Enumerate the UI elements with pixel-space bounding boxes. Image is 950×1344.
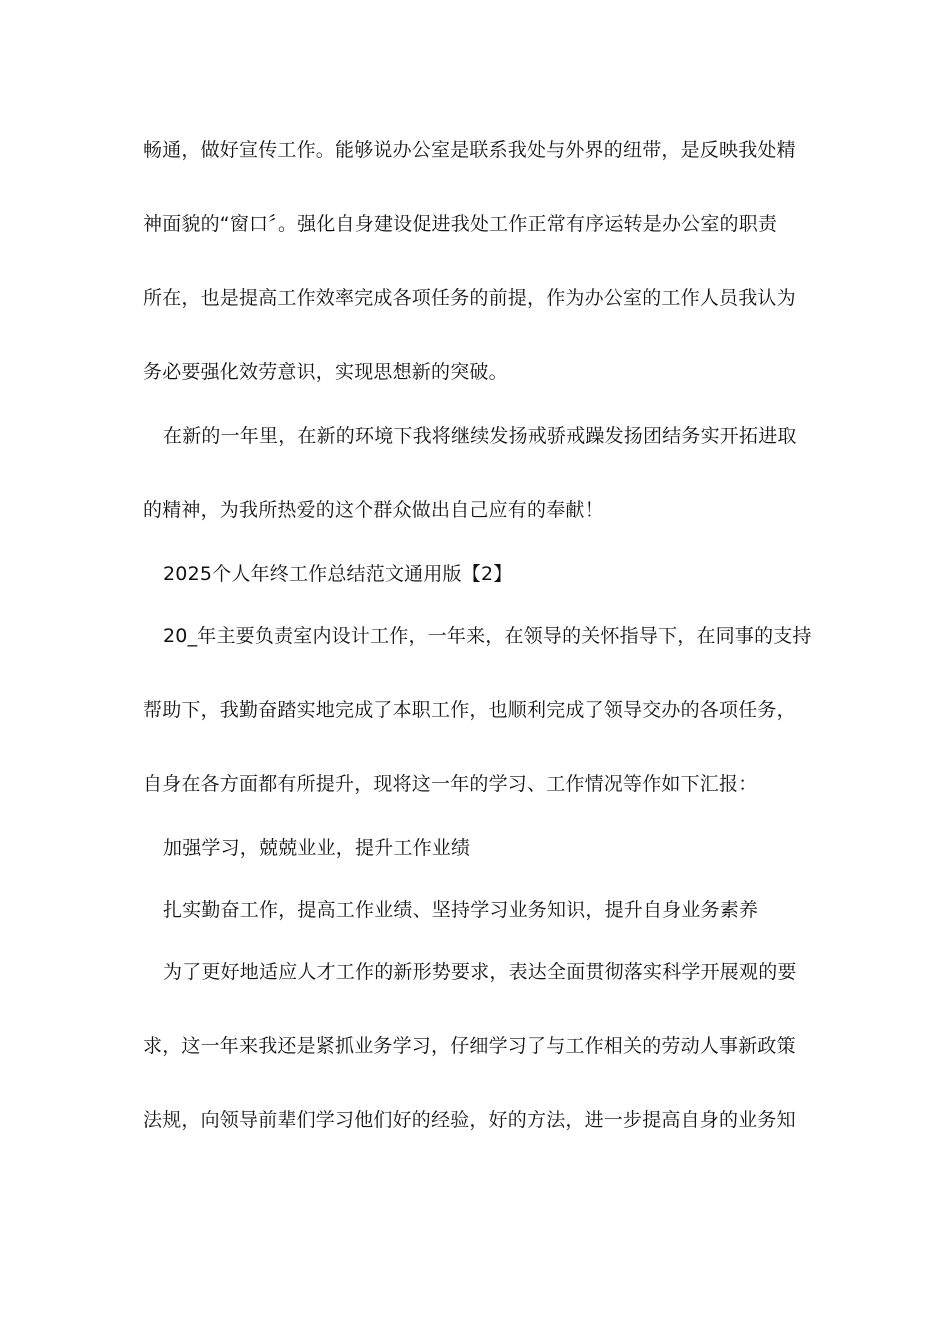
subheading-line-11: 加强学习，兢兢业业，提升工作业绩	[163, 837, 471, 859]
text-line-15: 法规，向领导前辈们学习他们好的经验，好的方法，进一步提高自身的业务知	[143, 1109, 796, 1131]
text-line-2: 神面貌的“窗口〞。强化自身建设促进我处工作正常有序运转是办公室的职责	[143, 213, 778, 235]
text-line-3: 所在，也是提高工作效率完成各项任务的前提，作为办公室的工作人员我认为	[143, 287, 796, 309]
text-line-4: 务必要强化效劳意识，实现思想新的突破。	[143, 361, 508, 383]
text-line-10: 自身在各方面都有所提升，现将这一年的学习、工作情况等作如下汇报：	[143, 773, 758, 795]
text-line-14: 求，这一年来我还是紧抓业务学习，仔细学习了与工作相关的劳动人事新政策	[143, 1035, 796, 1057]
text-line-6: 的精神，为我所热爱的这个群众做出自己应有的奉献！	[143, 499, 604, 521]
subheading-line-12: 扎实勤奋工作，提高工作业绩、坚持学习业务知识，提升自身业务素养	[163, 899, 759, 921]
section-heading: 2025个人年终工作总结范文通用版【2】	[163, 563, 513, 585]
paragraph-start-line-13: 为了更好地适应人才工作的新形势要求，表达全面贯彻落实科学开展观的要	[163, 961, 797, 983]
text-line-1: 畅通，做好宣传工作。能够说办公室是联系我处与外界的纽带，是反映我处精	[143, 139, 796, 161]
paragraph-start-line-5: 在新的一年里，在新的环境下我将继续发扬戒骄戒躁发扬团结务实开拓进取	[163, 425, 797, 447]
paragraph-start-line-8: 20_年主要负责室内设计工作，一年来，在领导的关怀指导下，在同事的支持	[163, 625, 812, 647]
text-line-9: 帮助下，我勤奋踏实地完成了本职工作，也顺利完成了领导交办的各项任务，	[143, 699, 796, 721]
